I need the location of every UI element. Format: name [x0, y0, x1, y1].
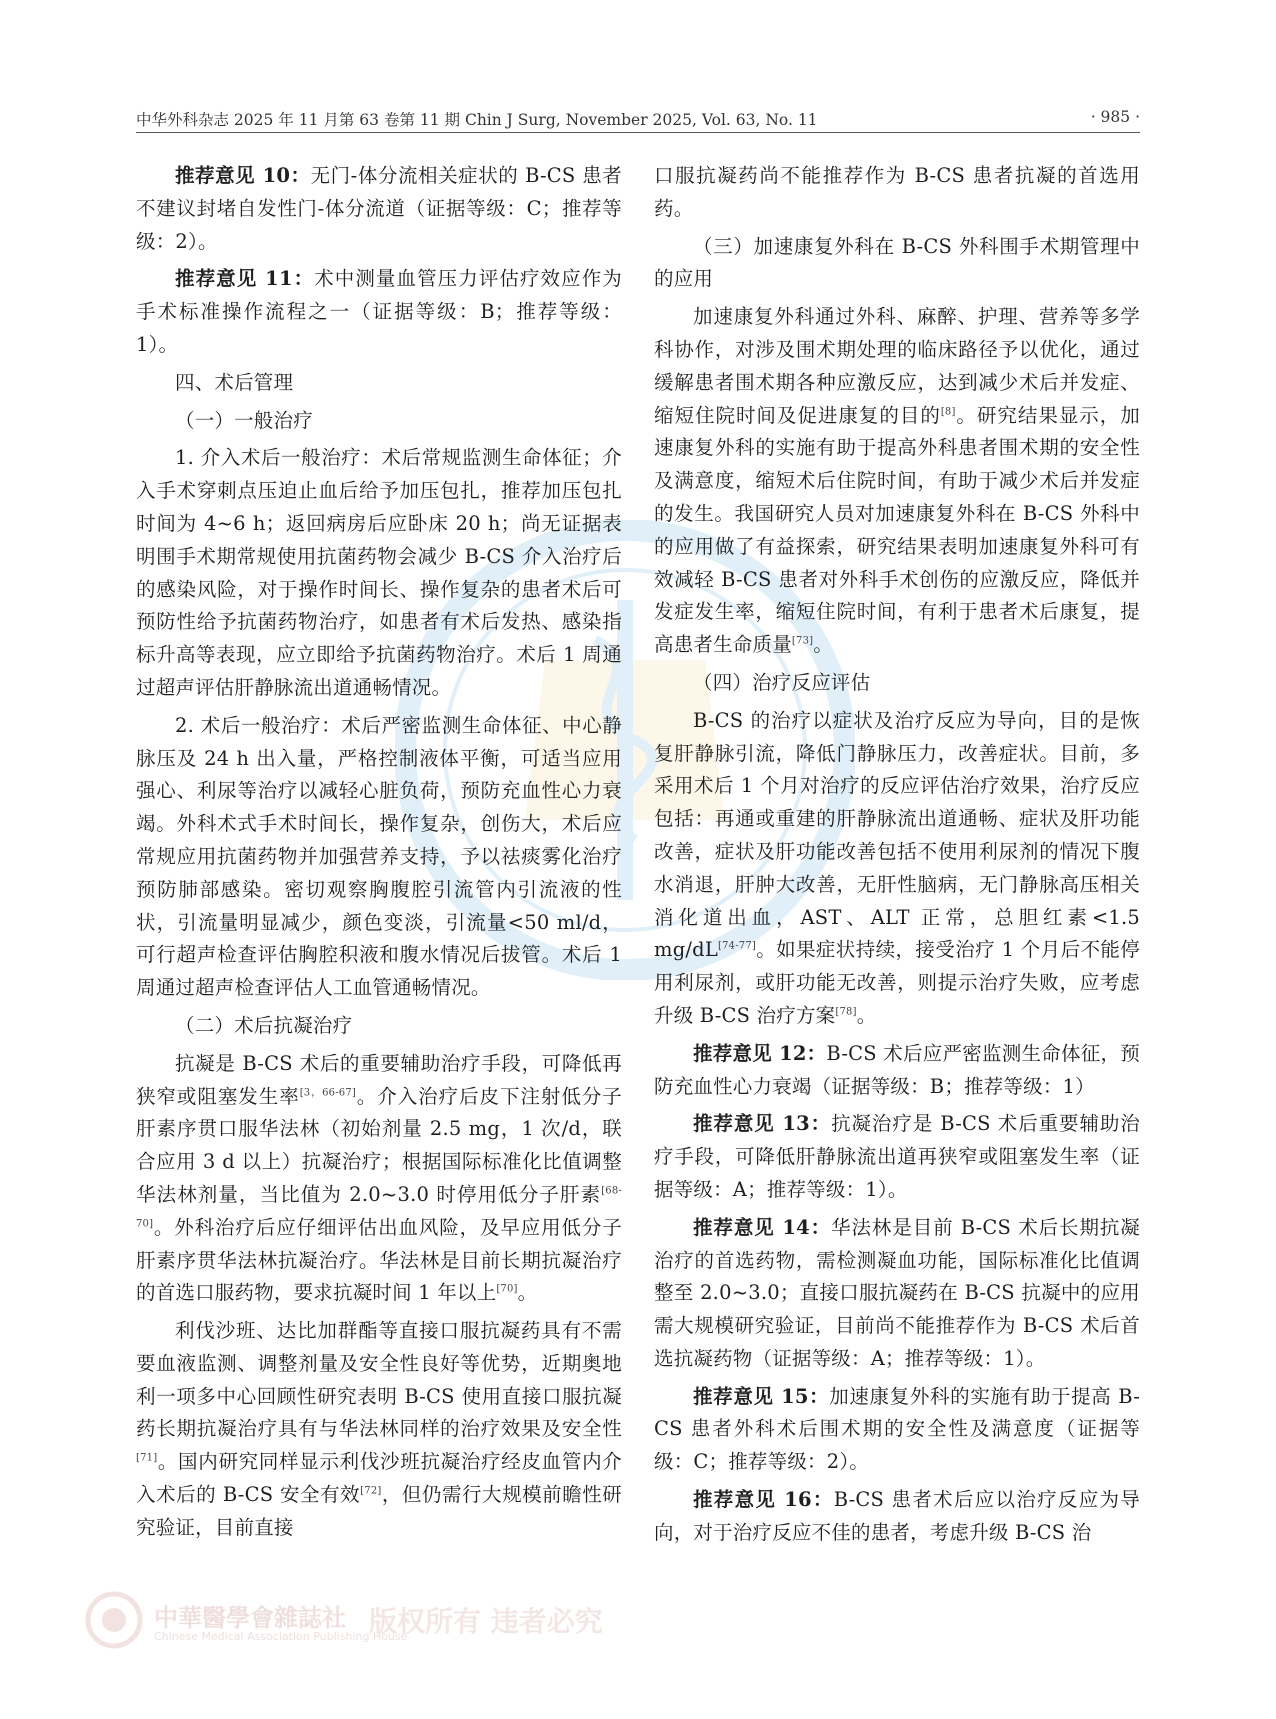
- text-run: B-CS 的治疗以症状及治疗反应为导向，目的是恢复肝静脉引流，降低门静脉压力，改善症状。目前，多采用术后 1 个月对治疗的反应评估治疗效果，治疗反应包括：再通或重建的肝静脉流出道通畅、症状及肝功能改善，症状及肝功能改善包括不使用利尿剂的情况下腹水消退，肝肿大改善，无肝性脑病，无门静脉高压相关消化道出血，AST、ALT 正常，总胆红素<1.5 mg/dL: [654, 708, 1140, 962]
- publisher-watermark: [84, 1590, 644, 1660]
- citation: [3，66-67]: [299, 1087, 357, 1099]
- text-run: 加速康复外科通过外科、麻醉、护理、营养等多学科协作，对涉及围术期处理的临床路径予以优化，通过缓解患者围术期各种应激反应，达到减少术后并发症、缩短住院时间及促进康复的目的: [654, 305, 1140, 427]
- recommendation-text: 术中测量血管压力评估疗效应作为手术标准操作流程之一（证据等级：B；推荐等级：1）。: [136, 267, 622, 356]
- recommendation-label: 推荐意见 12：: [693, 1041, 827, 1065]
- text-run: ，但仍需行大规模前瞻性研究验证，目前直接: [136, 1483, 622, 1539]
- publisher-name-en: Chinese Medical Association Publishing House: [154, 1630, 408, 1643]
- right-column: [654, 160, 1140, 1555]
- subsection-heading: （二）术后抗凝治疗: [175, 1013, 353, 1037]
- recommendation-15: [654, 1381, 1140, 1479]
- text-run: 。: [856, 1003, 877, 1027]
- citation: [73]: [791, 635, 814, 647]
- recommendation-text: B-CS 患者术后应以治疗反应为导向，对于治疗反应不佳的患者，考虑升级 B-CS 治: [654, 1488, 1140, 1544]
- recommendation-13: [654, 1108, 1140, 1206]
- text-run: 。介入治疗后皮下注射低分子肝素序贯口服华法林（初始剂量 2.5 mg，1 次/d，联合应用 3 d 以上）抗凝治疗；根据国际标准化比值调整华法林剂量，当比值为 2.0~3.0 时停用低分子肝素: [136, 1084, 622, 1206]
- citation: [70]: [496, 1283, 518, 1295]
- recommendation-label: 推荐意见 14：: [693, 1215, 832, 1239]
- citation: [71]: [136, 1452, 158, 1464]
- paragraph: [136, 1315, 622, 1545]
- citation: [72]: [360, 1485, 382, 1497]
- section-heading: 四、术后管理: [175, 370, 294, 394]
- recommendation-text: 加速康复外科的实施有助于提高 B-CS 患者外科术后围术期的安全性及满意度（证据等级：C；推荐等级：2）。: [654, 1384, 1140, 1474]
- text-run: 。: [517, 1281, 538, 1305]
- paragraph: [136, 1048, 622, 1310]
- text-run: 。如果症状持续，接受治疗 1 个月后不能停用利尿剂，或肝功能无改善，则提示治疗失败，应考虑升级 B-CS 治疗方案: [654, 938, 1140, 1027]
- recommendation-text: 华法林是目前 B-CS 术后长期抗凝治疗的首选药物，需检测凝血功能，国际标准化比值调整至 2.0~3.0；直接口服抗凝药在 B-CS 抗凝中的应用需大规模研究验证，目前尚不能推荐作为 B-CS 术后首选抗凝药物（证据等级：A；推荐等级：1）。: [654, 1215, 1140, 1370]
- text-run: 利伐沙班、达比加群酯等直接口服抗凝药具有不需要血液监测、调整剂量及安全性良好等优势，近期奥地利一项多中心回顾性研究表明 B-CS 使用直接口服抗凝药长期抗凝治疗具有与华法林同样的治疗效果及安全性: [136, 1319, 622, 1441]
- citation: [8]: [940, 406, 956, 418]
- citation: [68-70]: [136, 1185, 622, 1230]
- text-run: 抗凝是 B-CS 术后的重要辅助治疗手段，可降低再狭窄或阻塞发生率: [136, 1051, 622, 1108]
- recommendation-text: 抗凝治疗是 B-CS 术后重要辅助治疗手段，可降低肝静脉流出道再狭窄或阻塞发生率（证据等级：A；推荐等级：1）。: [654, 1112, 1140, 1201]
- recommendation-label: 推荐意见 10：: [175, 164, 311, 187]
- recommendation-label: 推荐意见 13：: [693, 1112, 832, 1136]
- recommendation-14: [654, 1212, 1140, 1376]
- publisher-seal-icon: [84, 1590, 144, 1650]
- left-column: [136, 160, 622, 1550]
- subsection-heading: （四）治疗反应评估: [693, 670, 871, 694]
- header-rule: [136, 132, 1140, 133]
- text-run: 。研究结果显示，加速康复外科的实施有助于提高外科患者围术期的安全性及满意度，缩短术后住院时间，有助于减少术后并发症的发生。我国研究人员对加速康复外科在 B-CS 外科中的应用做了有益探索，研究结果表明加速康复外科可有效减轻 B-CS 患者对外科手术创伤的应激反应，降低并发症发生率，缩短住院时间，有利于患者术后康复，提高患者生命质量: [654, 403, 1140, 657]
- recommendation-label: 推荐意见 15：: [693, 1384, 830, 1408]
- recommendation-11: [136, 263, 622, 361]
- text-run: 。: [813, 633, 833, 657]
- paragraph: 1. 介入术后一般治疗：术后常规监测生命体征；介入手术穿刺点压迫止血后给予加压包扎，推荐加压包扎时间为 4~6 h；返回病房后应卧床 20 h；尚无证据表明围手术期常规使用抗菌药物会减少 B-CS 介入治疗后的感染风险，对于操作时间长、操作复杂的患者术后可预防性给予抗菌药物治疗，如患者有术后发热、感染指标升高等表现，应立即给予抗菌药物治疗。术后 1 周通过超声评估肝静脉流出道通畅情况。: [136, 446, 622, 699]
- citation: [74-77]: [717, 940, 757, 952]
- text-run: 。国内研究同样显示利伐沙班抗凝治疗经皮血管内介入术后的 B-CS 安全有效: [136, 1450, 622, 1507]
- subsection-heading: （三）加速康复外科在 B-CS 外科围手术期管理中的应用: [654, 234, 1140, 291]
- recommendation-text: 无门-体分流相关症状的 B-CS 患者不建议封堵自发性门-体分流道（证据等级：C；推荐等级：2）。: [136, 164, 622, 253]
- copyright-slogan: 版权所有 违者必究: [369, 1605, 603, 1638]
- paragraph: [654, 705, 1140, 1033]
- subsection-heading: （一）一般治疗: [175, 408, 313, 432]
- journal-info: 中华外科杂志 2025 年 11 月第 63 卷第 11 期 Chin J Surg, November 2025, Vol. 63, No. 11: [136, 111, 818, 129]
- paragraph-continued: 口服抗凝药尚不能推荐作为 B-CS 患者抗凝的首选用药。: [654, 164, 1140, 220]
- recommendation-12: [654, 1038, 1140, 1104]
- publisher-name-cn: 中華醫學會雜誌社: [154, 1603, 346, 1632]
- page-number: · 985 ·: [1090, 108, 1140, 126]
- recommendation-10: [136, 160, 622, 258]
- recommendation-16: [654, 1484, 1140, 1550]
- recommendation-text: B-CS 术后应严密监测生命体征，预防充血性心力衰竭（证据等级：B；推荐等级：1）: [654, 1041, 1141, 1098]
- recommendation-label: 推荐意见 11：: [175, 267, 315, 291]
- paragraph: 2. 术后一般治疗：术后严密监测生命体征、中心静脉压及 24 h 出入量，严格控制液体平衡，可适当应用强心、利尿等治疗以减轻心脏负荷，预防充血性心力衰竭。外科术式手术时间长，操作复杂，创伤大，术后应常规应用抗菌药物并加强营养支持，予以祛痰雾化治疗预防肺部感染。密切观察胸腹腔引流管内引流液的性状，引流量明显减少，颜色变淡，引流量<50 ml/d，可行超声检查评估胸腔积液和腹水情况后拔管。术后 1 周通过超声检查评估人工血管通畅情况。: [136, 713, 622, 1000]
- recommendation-label: 推荐意见 16：: [693, 1488, 834, 1512]
- paragraph: [654, 301, 1140, 662]
- text-run: 。外科治疗后应仔细评估出血风险，及早应用低分子肝素序贯华法林抗凝治疗。华法林是目前长期抗凝治疗的首选口服药物，要求抗凝时间 1 年以上: [136, 1215, 622, 1305]
- running-header: [136, 102, 1140, 132]
- citation: [78]: [835, 1006, 857, 1018]
